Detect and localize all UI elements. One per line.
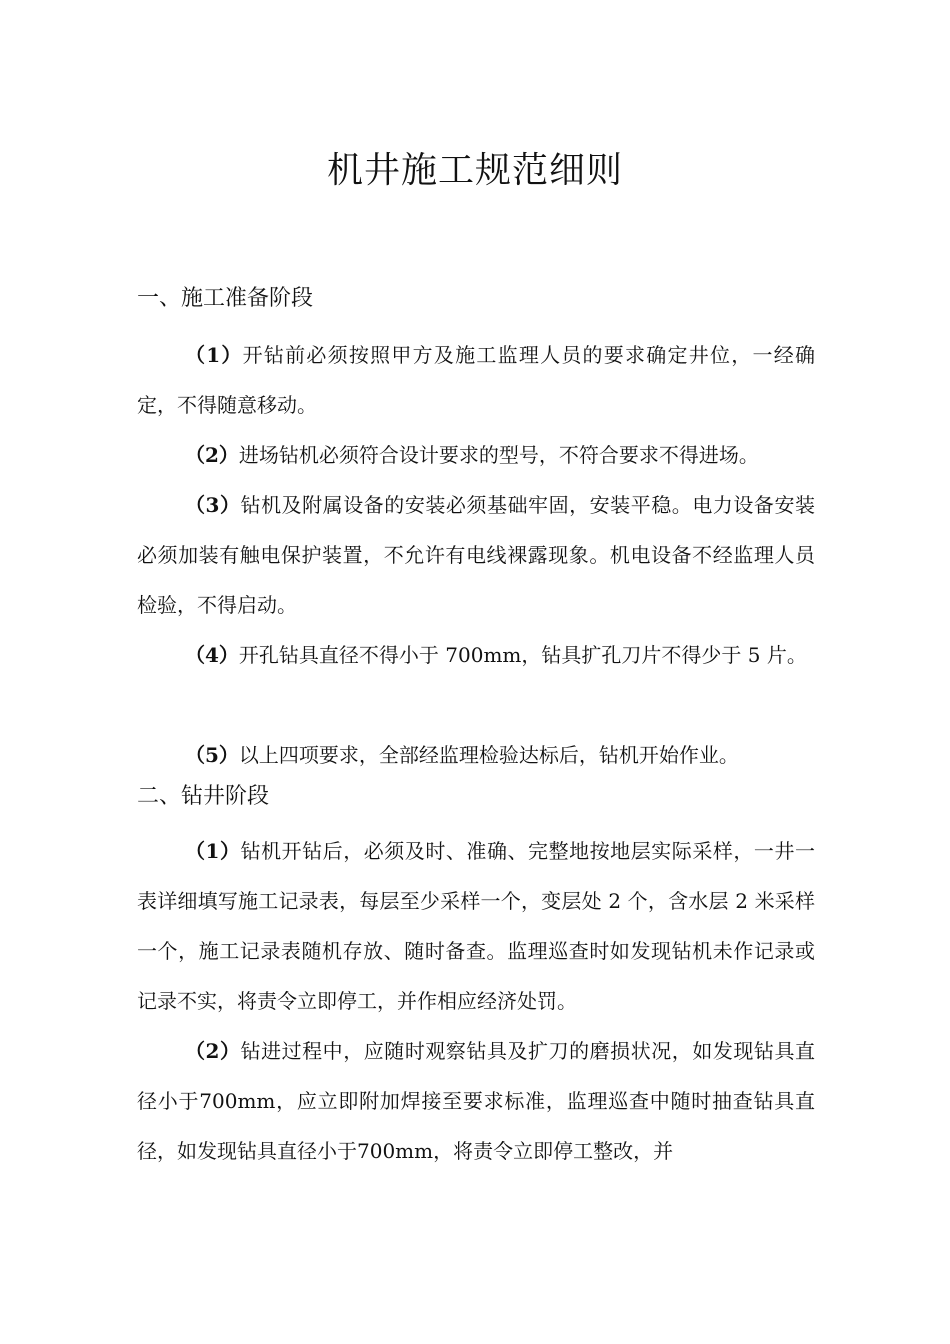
paragraph-prep-4 bbox=[137, 630, 815, 680]
paragraph-drill-2 bbox=[137, 1026, 815, 1176]
item-number: （1） bbox=[185, 343, 243, 367]
paragraph-drill-1 bbox=[137, 826, 815, 1026]
item-text: 以上四项要求，全部经监理检验达标后，钻机开始作业。 bbox=[238, 743, 739, 767]
paragraph-prep-5 bbox=[137, 730, 815, 780]
item-text: 开孔钻具直径不得小于 700mm，钻具扩孔刀片不得少于 5 片。 bbox=[238, 643, 807, 667]
item-text: 开钻前必须按照甲方及施工监理人员的要求确定井位，一经确定，不得随意移动。 bbox=[137, 343, 816, 417]
item-text: 钻机开钻后，必须及时、准确、完整地按地层实际采样，一井一表详细填写施工记录表，每层至少采样一个，变层处 2 个，含水层 2 米采样一个，施工记录表随机存放、随时备查。监理巡查时如发现钻机未作记录或记录不实，将责令立即停工，并作相应经济处罚。 bbox=[137, 839, 816, 1013]
item-text: 钻进过程中，应随时观察钻具及扩刀的磨损状况，如发现钻具直径小于700mm，应立即附加焊接至要求标准，监理巡查中随时抽查钻具直径，如发现钻具直径小于700mm，将责令立即停工整改，并 bbox=[137, 1039, 816, 1163]
paragraph-prep-2 bbox=[137, 430, 815, 480]
paragraph-prep-3 bbox=[137, 480, 815, 630]
item-number: （3） bbox=[185, 493, 241, 517]
item-number: （4） bbox=[185, 643, 239, 667]
page-title: 机井施工规范细则 bbox=[326, 150, 623, 191]
item-text: 进场钻机必须符合设计要求的型号，不符合要求不得进场。 bbox=[238, 443, 759, 467]
item-text: 钻机及附属设备的安装必须基础牢固，安装平稳。电力设备安装必须加装有触电保护装置，不允许有电线裸露现象。机电设备不经监理人员检验，不得启动。 bbox=[137, 493, 816, 617]
paragraph-prep-1 bbox=[137, 330, 815, 430]
item-number: （2） bbox=[185, 443, 239, 467]
section-heading-preparation: 一、施工准备阶段 bbox=[137, 286, 314, 311]
item-number: （2） bbox=[185, 1039, 241, 1063]
item-number: （5） bbox=[185, 743, 239, 767]
section-heading-drilling: 二、钻井阶段 bbox=[137, 784, 270, 809]
item-number: （1） bbox=[185, 839, 241, 863]
